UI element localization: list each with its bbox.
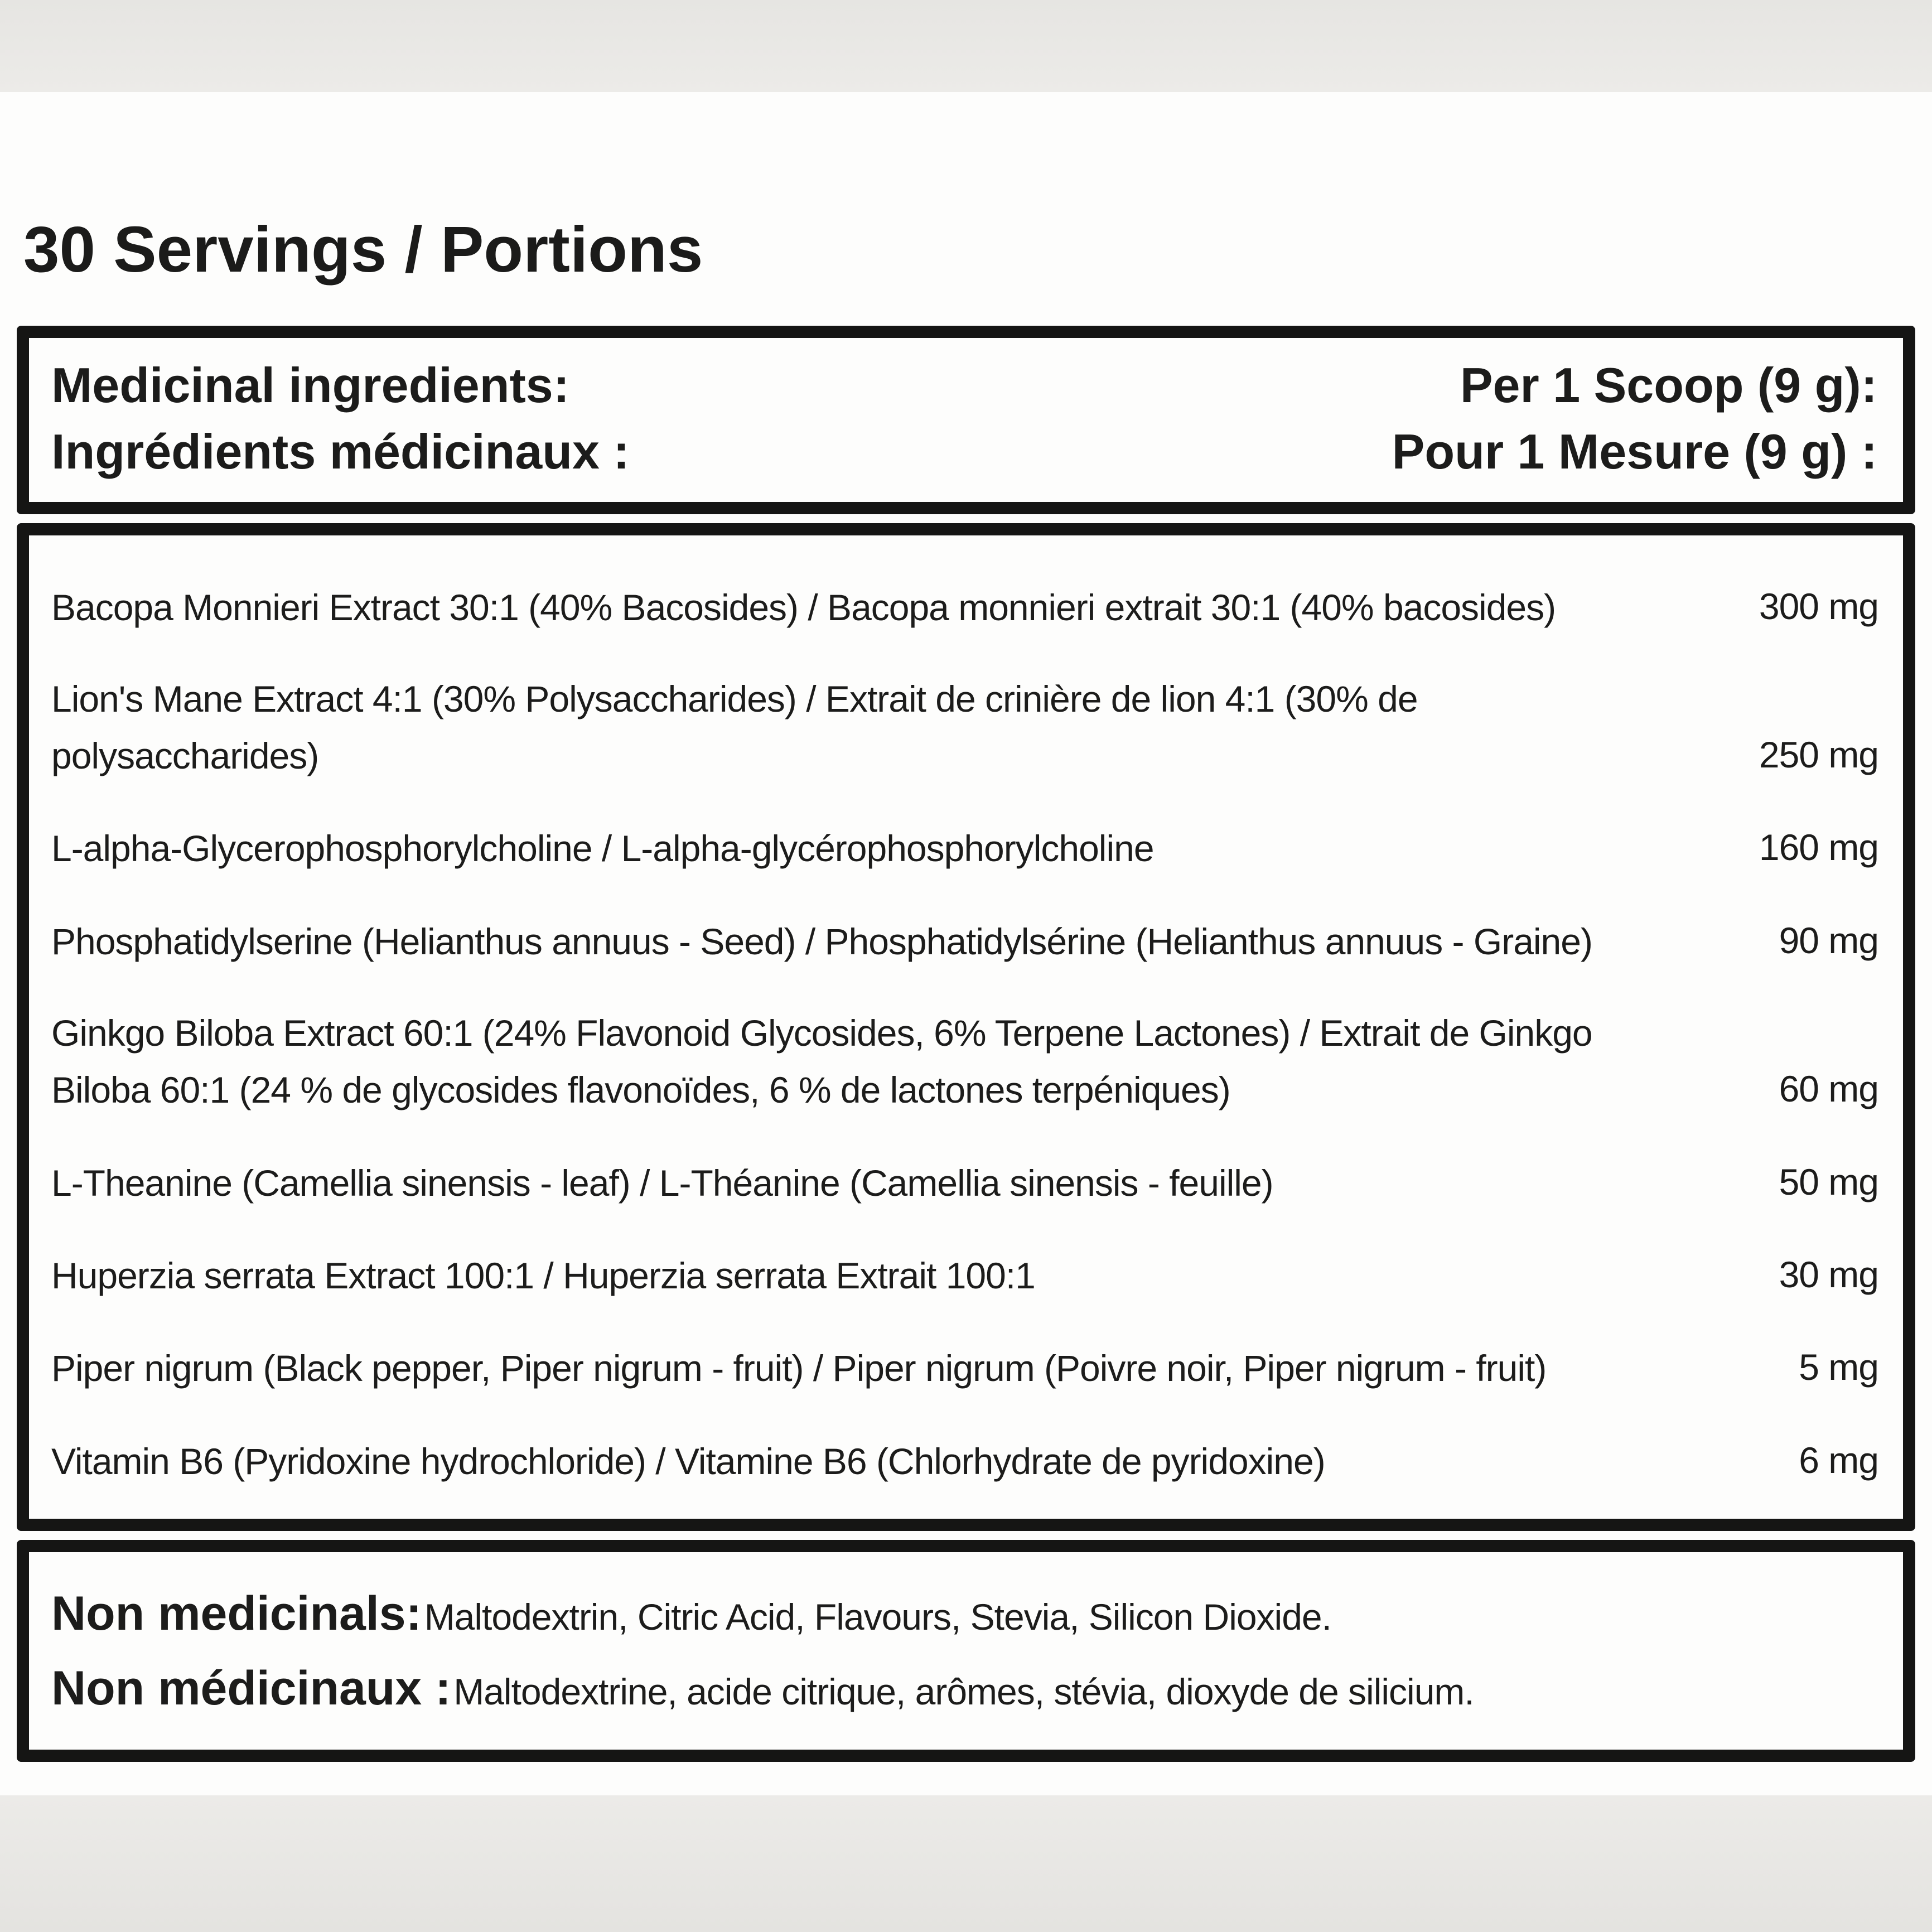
non-medicinals-label-fr: Non médicinaux :: [51, 1661, 451, 1715]
ingredient-row: [51, 1246, 1878, 1304]
ingredient-row: [51, 670, 1878, 785]
ingredient-row: [51, 1153, 1878, 1211]
ingredient-amount: 6 mg: [1799, 1439, 1878, 1481]
ingredient-row: [51, 819, 1878, 877]
ingredient-amount: 30 mg: [1779, 1253, 1878, 1295]
non-medicinals-line-fr: [51, 1656, 1878, 1721]
supplement-facts-label: [0, 92, 1932, 1795]
background-band-top: [0, 0, 1932, 92]
servings-title: 30 Servings / Portions: [23, 213, 703, 286]
ingredient-name: Lion's Mane Extract 4:1 (30% Polysaccharides) / Extrait de crinière de lion 4:1 (30% de polysaccharides): [51, 678, 1418, 777]
ingredient-row: [51, 578, 1878, 636]
ingredient-amount: 60 mg: [1779, 1068, 1878, 1110]
non-medicinals-box: [17, 1540, 1915, 1762]
non-medicinals-text-fr: Maltodextrine, acide citrique, arômes, stévia, dioxyde de silicium.: [453, 1670, 1474, 1712]
ingredient-name: Bacopa Monnieri Extract 30:1 (40% Bacosides) / Bacopa monnieri extrait 30:1 (40% bacosides): [51, 586, 1556, 628]
ingredient-amount: 300 mg: [1759, 585, 1878, 627]
ingredient-name: Ginkgo Biloba Extract 60:1 (24% Flavonoid Glycosides, 6% Terpene Lactones) / Extrait de Ginkgo Biloba 60:1 (24 % de glycosides flavonoïdes, 6 % de lactones terpéniques): [51, 1012, 1592, 1111]
ingredient-name: L-alpha-Glycerophosphorylcholine / L-alpha-glycérophosphorylcholine: [51, 828, 1154, 870]
ingredient-name: Vitamin B6 (Pyridoxine hydrochloride) / Vitamine B6 (Chlorhydrate de pyridoxine): [51, 1440, 1325, 1482]
non-medicinals-text-en: Maltodextrin, Citric Acid, Flavours, Stevia, Silicon Dioxide.: [424, 1596, 1331, 1638]
ingredient-amount: 160 mg: [1759, 827, 1878, 868]
per-scoop-heading: [1392, 352, 1877, 485]
non-medicinals-label-en: Non medicinals:: [51, 1586, 422, 1640]
per-scoop-label-en: Per 1 Scoop (9 g):: [1460, 358, 1877, 413]
medicinal-ingredients-header-box: [17, 326, 1915, 514]
ingredient-amount: 50 mg: [1779, 1161, 1878, 1202]
ingredient-row: [51, 1339, 1878, 1397]
ingredient-amount: 250 mg: [1759, 734, 1878, 776]
ingredient-amount: 90 mg: [1779, 919, 1878, 961]
medicinal-ingredients-heading: [51, 352, 630, 485]
non-medicinals-line-en: [51, 1581, 1878, 1646]
ingredient-row: [51, 1004, 1878, 1119]
ingredients-table: [17, 523, 1915, 1531]
ingredient-name: Piper nigrum (Black pepper, Piper nigrum - fruit) / Piper nigrum (Poivre noir, Piper nigrum - fruit): [51, 1347, 1547, 1389]
ingredient-name: Phosphatidylserine (Helianthus annuus - Seed) / Phosphatidylsérine (Helianthus annuus - Graine): [51, 920, 1592, 962]
medicinal-ingredients-label-en: Medicinal ingredients:: [51, 358, 570, 413]
ingredient-amount: 5 mg: [1799, 1346, 1878, 1388]
ingredient-row: [51, 1432, 1878, 1490]
per-scoop-label-fr: Pour 1 Mesure (9 g) :: [1392, 423, 1877, 479]
ingredient-row: [51, 912, 1878, 970]
background-band-bottom: [0, 1795, 1932, 1932]
ingredient-name: L-Theanine (Camellia sinensis - leaf) / L-Théanine (Camellia sinensis - feuille): [51, 1162, 1273, 1204]
ingredient-name: Huperzia serrata Extract 100:1 / Huperzia serrata Extrait 100:1: [51, 1254, 1035, 1296]
medicinal-ingredients-label-fr: Ingrédients médicinaux :: [51, 423, 630, 479]
